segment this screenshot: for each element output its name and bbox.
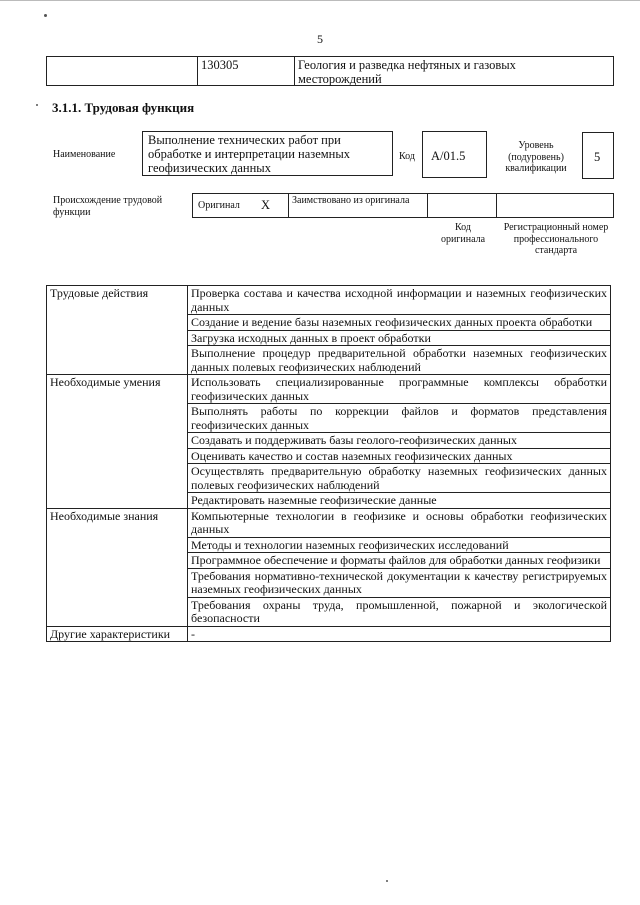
grid-row [47,375,611,404]
function-code: A/01.5 [431,149,466,163]
original-mark: X [261,198,271,212]
scan-edge-line [0,0,640,1]
code-value-box [422,131,487,178]
function-details-body [47,286,611,642]
grid-item: Выполнять работы по коррекции файлов и форматов представления геофизических данных [188,404,611,433]
grid-item: Оценивать качество и состав наземных геофизических данных [188,448,611,464]
grid-item: Осуществлять предварительную обработку наземных геофизических данных полевых геофизических наблюдений [188,464,611,493]
level-value: 5 [594,150,601,164]
borrowed-label: Заимствовано из оригинала [292,195,410,206]
grid-item: Компьютерные технологии в геофизике и основы обработки геофизических данных [188,508,611,537]
grid-group-label: Необходимые знания [47,508,188,626]
reg-number-cell [496,193,614,218]
okz-code: 130305 [201,58,239,72]
grid-item: Загрузка исходных данных в проект обработки [188,330,611,346]
code-label: Код [399,151,415,162]
okz-code-cell [197,56,295,86]
function-name: Выполнение технических работ при обработке и интерпретации наземных геофизических данных [148,133,351,175]
original-cell [192,193,289,218]
reg-number-caption: Регистрационный номер профессионального стандарта [503,222,609,256]
scan-speck [44,14,47,17]
grid-item: Программное обеспечение и форматы файлов для обработки данных геофизики [188,553,611,569]
function-details-table [46,285,611,642]
grid-item: - [188,626,611,642]
scan-speck [36,104,38,106]
original-label: Оригинал [198,200,240,211]
okz-name-cell [294,56,614,86]
grid-group-label: Трудовые действия [47,286,188,375]
level-value-box [582,132,614,179]
name-label: Наименование [53,149,116,160]
code-original-cell [427,193,497,218]
code-original-caption: Код оригинала [440,222,486,245]
level-label: Уровень (подуровень) квалификации [505,140,567,174]
grid-item: Создание и ведение базы наземных геофизических данных проекта обработки [188,315,611,331]
okz-empty-cell [46,56,198,86]
grid-item: Методы и технологии наземных геофизических исследований [188,537,611,553]
grid-item: Требования нормативно-технической документации к качеству регистрируемых наземных геофизических данных [188,568,611,597]
grid-row [47,286,611,315]
scan-speck [386,880,388,882]
grid-group-label: Необходимые умения [47,375,188,509]
grid-item: Выполнение процедур предварительной обработки наземных геофизических данных полевых геофизических наблюдений [188,346,611,375]
grid-item: Создавать и поддерживать базы геолого-геофизических данных [188,433,611,449]
grid-item: Проверка состава и качества исходной информации и наземных геофизических данных [188,286,611,315]
grid-item: Использовать специализированные программные комплексы обработки геофизических данных [188,375,611,404]
section-title: 3.1.1. Трудовая функция [52,100,195,115]
page-number: 5 [317,32,323,46]
name-value-box [142,131,393,176]
grid-row [47,626,611,642]
grid-item: Требования охраны труда, промышленной, пожарной и экологической безопасности [188,597,611,626]
grid-item: Редактировать наземные геофизические данные [188,493,611,509]
origin-label: Происхождение трудовой функции [53,195,163,218]
grid-row [47,508,611,537]
grid-group-label: Другие характеристики [47,626,188,642]
borrowed-cell [288,193,428,218]
okz-name: Геология и разведка нефтяных и газовых месторождений [298,58,516,86]
